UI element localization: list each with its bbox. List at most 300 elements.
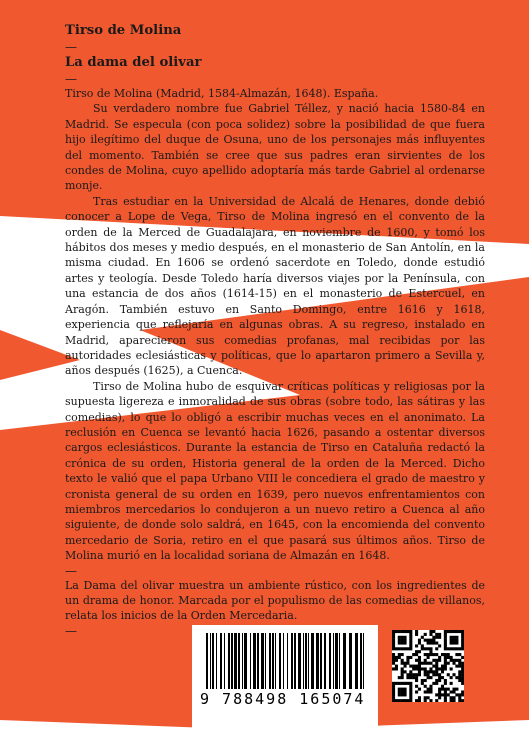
qr-module xyxy=(409,670,412,673)
qr-module xyxy=(455,688,458,691)
qr-module xyxy=(424,685,427,688)
qr-module xyxy=(401,653,404,656)
qr-module xyxy=(424,670,427,673)
qr-module xyxy=(455,676,458,679)
qr-module xyxy=(461,642,464,645)
qr-module xyxy=(429,699,432,702)
qr-module xyxy=(444,690,447,693)
qr-module xyxy=(418,665,421,668)
qr-module xyxy=(444,667,447,670)
qr-module xyxy=(409,656,412,659)
barcode-bar xyxy=(298,633,301,689)
qr-module xyxy=(435,653,438,656)
author-heading: Tirso de Molina xyxy=(65,23,182,38)
barcode-bar xyxy=(294,633,296,689)
qr-module xyxy=(461,656,464,659)
qr-module xyxy=(421,662,424,665)
qr-module xyxy=(447,693,450,696)
qr-module xyxy=(418,662,421,665)
qr-module xyxy=(415,673,418,676)
qr-module xyxy=(409,642,412,645)
qr-module xyxy=(412,665,415,668)
qr-module xyxy=(406,647,409,650)
barcode-bar xyxy=(228,633,230,689)
qr-module xyxy=(427,662,430,665)
qr-module xyxy=(429,653,432,656)
barcode-bar xyxy=(355,633,358,689)
qr-module xyxy=(421,682,424,685)
qr-module xyxy=(412,667,415,670)
barcode-bar xyxy=(316,633,319,689)
qr-module xyxy=(418,696,421,699)
qr-module xyxy=(409,690,412,693)
qr-module xyxy=(392,667,395,670)
qr-module xyxy=(424,647,427,650)
barcode-bar xyxy=(343,633,346,689)
qr-module xyxy=(418,667,421,670)
qr-module xyxy=(461,662,464,665)
barcode-bar xyxy=(324,633,326,689)
qr-module xyxy=(404,636,407,639)
qr-module xyxy=(406,630,409,633)
qr-module xyxy=(392,636,395,639)
qr-module xyxy=(452,639,455,642)
qr-module xyxy=(458,693,461,696)
qr-module xyxy=(409,630,412,633)
qr-module xyxy=(398,639,401,642)
qr-module xyxy=(461,667,464,670)
qr-module xyxy=(401,690,404,693)
qr-module xyxy=(395,630,398,633)
qr-module xyxy=(432,659,435,662)
qr-module xyxy=(450,639,453,642)
qr-module xyxy=(404,670,407,673)
qr-module xyxy=(392,693,395,696)
qr-module xyxy=(447,688,450,691)
qr-module xyxy=(427,696,430,699)
qr-module xyxy=(461,690,464,693)
qr-module xyxy=(401,670,404,673)
barcode-bar xyxy=(287,633,288,689)
qr-module xyxy=(398,676,401,679)
qr-module xyxy=(418,642,421,645)
qr-module xyxy=(435,636,438,639)
qr-module xyxy=(401,667,404,670)
qr-module xyxy=(432,639,435,642)
qr-module xyxy=(401,642,404,645)
qr-module xyxy=(452,662,455,665)
qr-module xyxy=(392,685,395,688)
qr-module xyxy=(441,665,444,668)
qr-module xyxy=(427,676,430,679)
qr-module xyxy=(450,699,453,702)
bio-paragraph: Tras estudiar en la Universidad de Alcalá de Henares, donde debió conocer a Lope de Vega, Tirso de Molina ingresó en el convento de la orden de la Merced de Guadalajara, en noviembre de 1600, y tomó los hábitos dos meses y medio después, en el monasterio de San Antolín, en la misma ciudad. En 1606 se ordenó sacerdote en Toledo, donde estudió artes y teología. Desde Toledo haría diversos viajes por la Península, con una estancia de dos años (1614-15) en el monasterio de Estercuel, en Aragón. También estuvo en Santo Domingo, entre 1616 y 1618, experiencia que reflejaría en algunas obras. A su regreso, instalado en Madrid, aparecieron sus comedias profanas, mal recibidas por las autoridades eclesiásticas y políticas, que lo apartaron primero a Sevilla y, años después (1625), a Cuenca. xyxy=(65,194,485,378)
qr-module xyxy=(424,667,427,670)
qr-module xyxy=(412,676,415,679)
qr-module xyxy=(415,650,418,653)
qr-module xyxy=(421,644,424,647)
qr-module xyxy=(427,642,430,645)
qr-module xyxy=(409,699,412,702)
qr-module xyxy=(424,673,427,676)
qr-module xyxy=(452,673,455,676)
qr-module xyxy=(392,682,395,685)
qr-module xyxy=(438,644,441,647)
qr-module xyxy=(455,653,458,656)
qr-module xyxy=(427,690,430,693)
qr-module xyxy=(458,662,461,665)
qr-module xyxy=(415,676,418,679)
qr-module xyxy=(424,699,427,702)
qr-module xyxy=(401,636,404,639)
qr-module xyxy=(409,665,412,668)
barcode-bar xyxy=(291,633,293,689)
qr-module xyxy=(392,662,395,665)
barcode-bar xyxy=(210,633,211,689)
barcode-bar xyxy=(238,633,240,689)
qr-module xyxy=(404,682,407,685)
qr-module xyxy=(444,636,447,639)
qr-module xyxy=(398,682,401,685)
barcode-bar xyxy=(305,633,307,689)
barcode-bar xyxy=(265,633,266,689)
qr-module xyxy=(432,630,435,633)
qr-module xyxy=(458,676,461,679)
qr-module xyxy=(415,633,418,636)
qr-module xyxy=(421,667,424,670)
qr-module xyxy=(429,650,432,653)
qr-module xyxy=(450,630,453,633)
qr-module xyxy=(452,659,455,662)
qr-module xyxy=(398,653,401,656)
qr-module xyxy=(409,673,412,676)
qr-module xyxy=(418,670,421,673)
qr-module xyxy=(409,644,412,647)
qr-module xyxy=(401,688,404,691)
qr-module xyxy=(401,699,404,702)
qr-module xyxy=(452,636,455,639)
qr-module xyxy=(461,630,464,633)
qr-module xyxy=(429,630,432,633)
qr-module xyxy=(429,667,432,670)
qr-module xyxy=(406,676,409,679)
qr-module xyxy=(444,662,447,665)
book-title: La dama del olivar xyxy=(65,55,202,70)
qr-module xyxy=(458,670,461,673)
qr-module xyxy=(444,644,447,647)
bio-paragraph: Su verdadero nombre fue Gabriel Téllez, y nació hacia 1580-84 en Madrid. Se especula (con poca solidez) sobre la posibilidad de que fuera hijo ilegítimo del duque de Osuna, uno de los personajes más influyentes del momento. También se cree que sus padres eran sirvientes de los condes de Molina, cuyo apellido adoptaría más tarde Gabriel al ordenarse monje. xyxy=(65,102,485,193)
qr-module xyxy=(427,653,430,656)
qr-module xyxy=(427,688,430,691)
qr-module xyxy=(418,673,421,676)
barcode-bar xyxy=(231,633,233,689)
qr-module xyxy=(409,688,412,691)
qr-module xyxy=(429,647,432,650)
qr-module xyxy=(432,682,435,685)
qr-module xyxy=(438,688,441,691)
qr-module xyxy=(461,670,464,673)
qr-module xyxy=(404,630,407,633)
qr-module xyxy=(444,630,447,633)
qr-module xyxy=(418,659,421,662)
qr-module xyxy=(404,665,407,668)
barcode-bar xyxy=(333,633,334,689)
qr-module xyxy=(444,659,447,662)
qr-module xyxy=(441,670,444,673)
qr-module xyxy=(424,690,427,693)
qr-module xyxy=(404,699,407,702)
qr-module xyxy=(447,656,450,659)
qr-module xyxy=(444,639,447,642)
qr-module xyxy=(392,644,395,647)
qr-module xyxy=(401,639,404,642)
barcode-bar xyxy=(250,633,251,689)
qr-module xyxy=(435,667,438,670)
qr-module xyxy=(461,639,464,642)
isbn-number: 9 788498 165074 xyxy=(200,690,366,708)
barcode-bar xyxy=(349,633,352,689)
qr-module xyxy=(452,690,455,693)
barcode xyxy=(192,625,378,732)
qr-module xyxy=(424,633,427,636)
qr-module xyxy=(418,688,421,691)
barcode-bar xyxy=(329,633,331,689)
qr-module xyxy=(441,685,444,688)
qr-module xyxy=(435,633,438,636)
qr-module xyxy=(398,647,401,650)
bio-paragraph: Tirso de Molina hubo de esquivar críticas políticas y religiosas por la supuesta ligereza e inmoralidad de sus obras (sobre todo, las sátiras y las comedias), lo que lo obligó a escribir muchas veces en el anonimato. La reclusión en Cuenca se levantó hacia 1626, pasando a ostentar diversos cargos eclesiásticos. Durante la estancia de Tirso en Cataluña redactó la crónica de su orden, Historia general de la orden de la Merced. Dicho texto le valió que el papa Urbano VIII le concediera el grado de maestro y cronista general de su orden en 1639, pero nuevos enfrentamientos con miembros mercedarios lo condujeron a un nuevo retiro a Cuenca al año siguiente, de donde solo saldrá, en 1645, con la encomienda del convento mercedario de Soria, retiro en el que pasará sus últimos años. Tirso de Molina murió en la localidad soriana de Almazán en 1648. xyxy=(65,379,485,563)
qr-module xyxy=(438,659,441,662)
qr-module xyxy=(450,696,453,699)
qr-module xyxy=(447,653,450,656)
qr-module xyxy=(435,659,438,662)
qr-module xyxy=(401,693,404,696)
qr-module xyxy=(452,699,455,702)
qr-module xyxy=(444,696,447,699)
barcode-bar xyxy=(335,633,338,689)
qr-module xyxy=(455,636,458,639)
qr-module xyxy=(458,696,461,699)
qr-module xyxy=(424,659,427,662)
qr-module xyxy=(461,644,464,647)
qr-module xyxy=(409,682,412,685)
qr-module xyxy=(455,659,458,662)
qr-module xyxy=(438,673,441,676)
qr-module xyxy=(438,636,441,639)
qr-module xyxy=(458,630,461,633)
qr-module xyxy=(412,653,415,656)
qr-module xyxy=(452,642,455,645)
qr-module xyxy=(406,659,409,662)
qr-module xyxy=(441,676,444,679)
barcode-bar xyxy=(212,633,214,689)
qr-module xyxy=(461,682,464,685)
qr-module xyxy=(418,656,421,659)
qr-module xyxy=(392,653,395,656)
qr-module xyxy=(412,673,415,676)
qr-module xyxy=(455,647,458,650)
qr-module xyxy=(409,696,412,699)
qr-module xyxy=(398,656,401,659)
qr-module xyxy=(455,665,458,668)
qr-module xyxy=(429,662,432,665)
qr-module xyxy=(447,630,450,633)
qr-module xyxy=(421,679,424,682)
qr-module xyxy=(441,688,444,691)
qr-module xyxy=(406,673,409,676)
qr-module xyxy=(450,667,453,670)
qr-module xyxy=(444,665,447,668)
separator-dash: — xyxy=(65,623,77,638)
qr-module xyxy=(450,690,453,693)
qr-module xyxy=(438,679,441,682)
qr-module xyxy=(424,696,427,699)
qr-module xyxy=(409,636,412,639)
book-summary: La Dama del olivar muestra un ambiente rústico, con los ingredientes de un drama de honor. Marcada por el populismo de las comedias de villanos, relata los inicios de la Orden Mercedaria. xyxy=(65,578,485,623)
qr-module xyxy=(438,667,441,670)
qr-module xyxy=(404,688,407,691)
qr-module xyxy=(447,647,450,650)
qr-module xyxy=(429,633,432,636)
qr-module xyxy=(435,682,438,685)
qr-module xyxy=(435,693,438,696)
qr-module xyxy=(404,690,407,693)
barcode-bar xyxy=(253,633,256,689)
barcode-bar xyxy=(283,633,284,689)
barcode-bar xyxy=(257,633,259,689)
qr-module xyxy=(427,647,430,650)
qr-module xyxy=(398,699,401,702)
barcode-bar xyxy=(272,633,274,689)
qr-module xyxy=(444,633,447,636)
qr-module xyxy=(455,630,458,633)
qr-module xyxy=(432,670,435,673)
qr-module xyxy=(427,639,430,642)
qr-module xyxy=(461,647,464,650)
barcode-bars xyxy=(192,625,378,732)
separator-dash: — xyxy=(65,563,77,578)
qr-module xyxy=(429,670,432,673)
qr-module xyxy=(432,673,435,676)
qr-module xyxy=(409,639,412,642)
qr-module xyxy=(452,647,455,650)
back-cover-text xyxy=(65,22,485,638)
qr-module xyxy=(415,667,418,670)
qr-module xyxy=(432,636,435,639)
qr-module xyxy=(404,647,407,650)
qr-module xyxy=(395,659,398,662)
qr-module xyxy=(447,673,450,676)
qr-module xyxy=(441,693,444,696)
qr-module xyxy=(458,665,461,668)
qr-module xyxy=(441,667,444,670)
qr-module xyxy=(452,688,455,691)
qr-code-pattern xyxy=(392,630,464,702)
qr-module xyxy=(444,693,447,696)
qr-module xyxy=(432,665,435,668)
qr-module xyxy=(435,679,438,682)
qr-module xyxy=(418,699,421,702)
qr-module xyxy=(424,679,427,682)
qr-module xyxy=(438,676,441,679)
qr-module xyxy=(452,630,455,633)
qr-module xyxy=(398,688,401,691)
barcode-bar xyxy=(234,633,237,689)
author-biography xyxy=(65,86,485,564)
barcode-bar xyxy=(308,633,309,689)
qr-module xyxy=(392,633,395,636)
qr-module xyxy=(447,662,450,665)
qr-module xyxy=(395,667,398,670)
qr-module xyxy=(415,665,418,668)
qr-module xyxy=(401,659,404,662)
qr-module xyxy=(435,670,438,673)
qr-module xyxy=(438,690,441,693)
qr-module xyxy=(438,656,441,659)
qr-module xyxy=(395,699,398,702)
qr-module xyxy=(406,662,409,665)
barcode-bar xyxy=(279,633,281,689)
qr-module xyxy=(392,639,395,642)
qr-module xyxy=(450,642,453,645)
qr-module xyxy=(461,699,464,702)
qr-module xyxy=(458,647,461,650)
qr-module xyxy=(409,685,412,688)
qr-module xyxy=(427,656,430,659)
qr-module xyxy=(395,656,398,659)
qr-module xyxy=(398,642,401,645)
qr-module xyxy=(398,636,401,639)
qr-module xyxy=(415,644,418,647)
qr-module xyxy=(409,633,412,636)
qr-module xyxy=(458,679,461,682)
qr-module xyxy=(418,650,421,653)
qr-module xyxy=(435,662,438,665)
barcode-bar xyxy=(244,633,247,689)
qr-module xyxy=(401,647,404,650)
qr-module xyxy=(450,647,453,650)
barcode-bar xyxy=(320,633,322,689)
qr-module xyxy=(395,647,398,650)
qr-module xyxy=(429,676,432,679)
qr-module xyxy=(455,639,458,642)
qr-module xyxy=(409,647,412,650)
barcode-bar xyxy=(206,633,208,689)
qr-module xyxy=(444,688,447,691)
qr-module xyxy=(429,639,432,642)
qr-module xyxy=(458,659,461,662)
qr-module xyxy=(429,690,432,693)
qr-module xyxy=(444,653,447,656)
qr-module xyxy=(438,693,441,696)
barcode-bar xyxy=(224,633,225,689)
qr-module xyxy=(392,690,395,693)
qr-module xyxy=(427,670,430,673)
barcode-bar xyxy=(311,633,314,689)
qr-module xyxy=(398,693,401,696)
qr-module xyxy=(409,693,412,696)
qr-module xyxy=(392,699,395,702)
qr-module xyxy=(415,659,418,662)
qr-module xyxy=(424,653,427,656)
qr-module xyxy=(452,696,455,699)
qr-module xyxy=(392,647,395,650)
qr-module xyxy=(398,630,401,633)
qr-module xyxy=(444,647,447,650)
qr-module xyxy=(444,679,447,682)
qr-module xyxy=(432,653,435,656)
qr-module xyxy=(461,636,464,639)
